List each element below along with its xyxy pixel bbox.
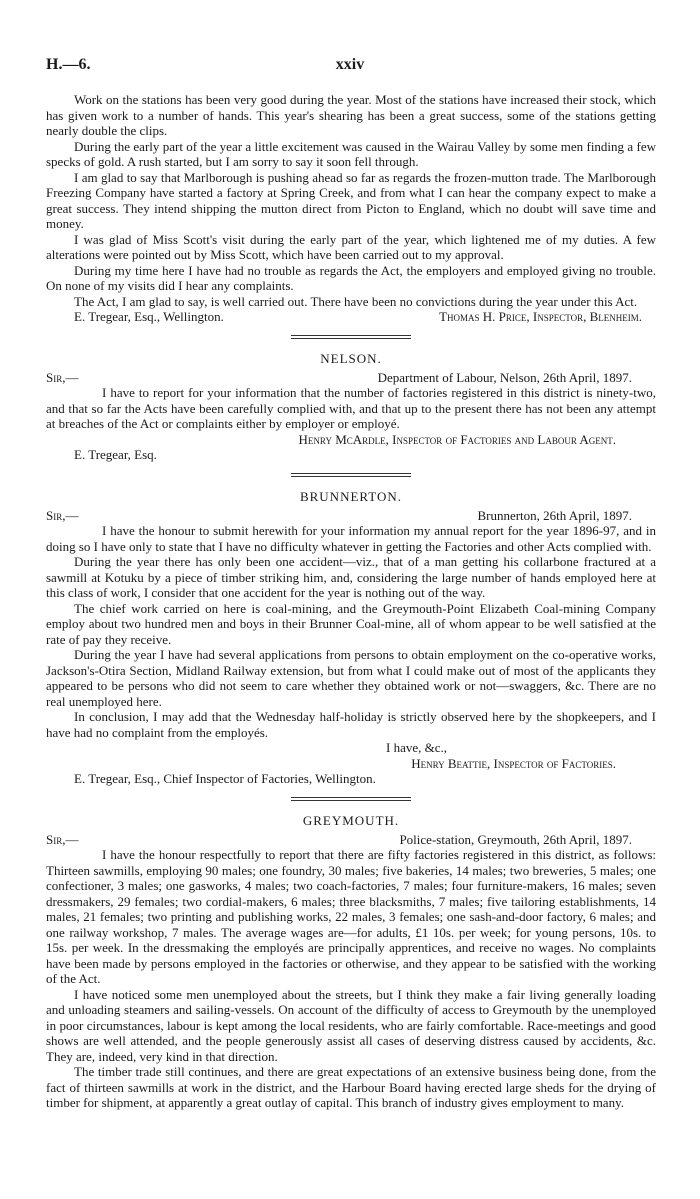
addressee: E. Tregear, Esq. xyxy=(74,447,157,462)
document-body xyxy=(46,92,656,1111)
section-divider xyxy=(291,335,411,339)
dateline: Police-station, Greymouth, 26th April, 1897. xyxy=(399,831,632,847)
document-reference: H.—6. xyxy=(46,56,91,73)
paragraph: I am glad to say that Marlborough is pushing ahead so far as regards the frozen-mutton trade. The Marlborough Freezing Company have started a factory at Spring Creek, and from what I can hear the company expect to make a great success. They intend shipping the mutton direct from Picton to England, which no doubt will save time and money. xyxy=(46,169,656,231)
signature-line xyxy=(46,309,656,325)
dateline: Brunnerton, 26th April, 1897. xyxy=(477,507,632,523)
signature: Henry Beattie, Inspector of Factories. xyxy=(411,755,616,771)
paragraph: In conclusion, I may add that the Wednesday half-holiday is strictly observed here by the shopkeepers, and I have had no complaint from the employés. xyxy=(46,709,656,740)
addressee: E. Tregear, Esq., Wellington. xyxy=(74,309,224,324)
addressee: E. Tregear, Esq., Chief Inspector of Factories, Wellington. xyxy=(74,771,376,786)
blenheim-report xyxy=(46,92,656,325)
page-number: xxiv xyxy=(335,56,365,73)
salutation: Sir,— xyxy=(46,507,79,523)
paragraph: The chief work carried on here is coal-mining, and the Greymouth-Point Elizabeth Coal-mining Company employ about two hundred men and boys in their Brunner Coal-mine, all of whom appear to be well satisfied at the rate of pay they receive. xyxy=(46,600,656,647)
section-title: NELSON. xyxy=(320,350,382,366)
brunnerton-report xyxy=(46,489,656,787)
paragraph: During the early part of the year a little excitement was caused in the Wairau Valley by some men finding a few specks of gold. A rush started, but I am sorry to say it soon fell through. xyxy=(46,138,656,169)
section-divider xyxy=(291,473,411,477)
salutation: Sir,— xyxy=(46,831,79,847)
salutation-line xyxy=(46,832,656,848)
signature: Thomas H. Price, Inspector, Blenheim. xyxy=(439,309,642,324)
page-header xyxy=(46,56,654,76)
paragraph: The Act, I am glad to say, is well carried out. There have been no convictions during the year under this Act. xyxy=(74,293,638,309)
paragraph: The timber trade still continues, and there are great expectations of an extensive business being done, from the fact of thirteen sawmills at work in the district, and the Harbour Board having erected large sheds for the drying of timber for shipment, at apparently a great outlay of capital. This branch of industry gives employment to many. xyxy=(46,1064,656,1110)
section-title: BRUNNERTON. xyxy=(299,488,403,504)
salutation-line xyxy=(46,370,656,386)
greymouth-report xyxy=(46,813,656,1111)
paragraph: I was glad of Miss Scott's visit during the early part of the year, which lightened me of my duties. A few alterations were pointed out by Miss Scott, which have been carried out to my approval. xyxy=(46,231,656,262)
closing: I have, &c., xyxy=(386,740,448,755)
nelson-report xyxy=(46,351,656,463)
paragraph: I have the honour to submit herewith for your information my annual report for the year 1896-97, and in doing so I have only to state that I have no difficulty whatever in getting the Factories and other Acts complied with. xyxy=(46,523,656,554)
paragraph: During the year I have had several applications from persons to obtain employment on the co-operative works, Jackson's-Otira Section, Midland Railway extension, but from what I could make out of most of the applicants they appeared to be persons who did not seem to care whether they obtained work or not—swaggers, &c. There are no real unemployed here. xyxy=(46,647,656,709)
paragraph: Work on the stations has been very good during the year. Most of the stations have increased their stock, which has given work to a number of hands. This year's shearing has been a great success, some of the stations getting nearly double the clips. xyxy=(46,92,656,138)
paragraph: I have noticed some men unemployed about the streets, but I think they make a fair living generally loading and unloading steamers and sailing-vessels. On account of the difficulty of access to Greymouth by the unemployed in poor circumstances, labour is kept among the local residents, who are fairly comfortable. Race-meetings and good shows are well attended, and the people generously assist all cases of deserving distress caused by accidents, &c. They are, indeed, very kind in that direction. xyxy=(46,986,656,1064)
dateline: Department of Labour, Nelson, 26th April, 1897. xyxy=(377,369,632,385)
paragraph: I have to report for your information that the number of factories registered in this district is ninety-two, and that so far the Acts have been carefully complied with, and that up to the present there has not been any attempt at breaches of the Act or complaints either by employer or employé. xyxy=(46,385,656,431)
salutation-line xyxy=(46,508,656,524)
paragraph: I have the honour respectfully to report that there are fifty factories registered in this district, as follows: Thirteen sawmills, employing 90 males; one foundry, 30 males; five bakeries, 14 males; two breweries, 5 males; one confectioner, 3 males; one gasworks, 4 males; two coach-factories, 7 males; four furniture-makers, 16 males; seven dressmakers, 29 females; two cordial-makers, 6 males; three blacksmiths, 7 males; five tailoring establishments, 14 males, 21 females; two printing and publishing works, 22 males, 3 females; one sash-and-door factory, 6 males; and one railway workshop, 7 males. The average wages are—for adults, £1 10s. per week; for young persons, 10s. to 15s. per week. In the dressmaking the employés are principally apprentices, and receive no wages. No complaints have been made by persons employed in the factories or otherwise, and they appear to be satisfied with the working of the Act. xyxy=(46,847,656,986)
section-title: GREYMOUTH. xyxy=(302,812,400,828)
salutation: Sir,— xyxy=(46,369,79,385)
paragraph: During the year there has only been one accident—viz., that of a man getting his collarbone fractured at a sawmill at Kotuku by a piece of timber striking him, and, considering the large number of hands employed here at this class of work, I consider that one accident for the year is nothing out of the way. xyxy=(46,554,656,600)
signature: Henry McArdle, Inspector of Factories and Labour Agent. xyxy=(298,431,616,447)
section-divider xyxy=(291,797,411,801)
paragraph: During my time here I have had no trouble as regards the Act, the employers and employed giving no trouble. On none of my visits did I hear any complaints. xyxy=(46,262,656,293)
